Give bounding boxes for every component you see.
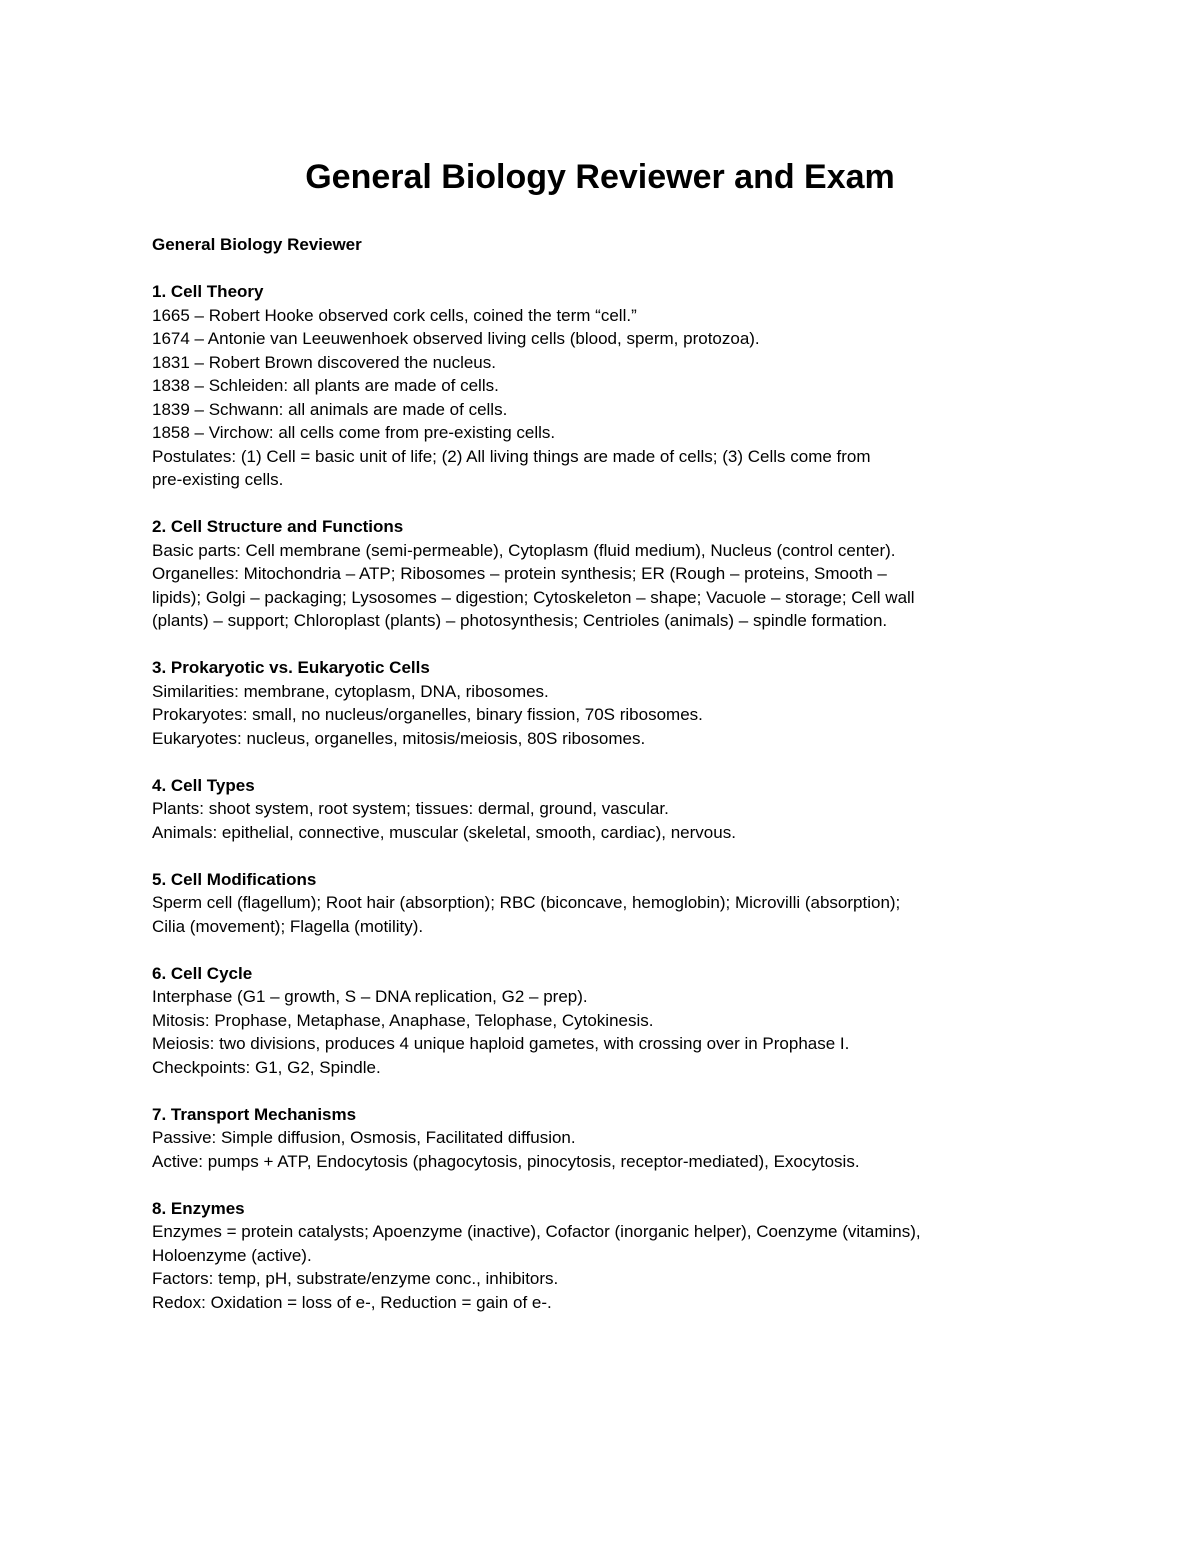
section-heading: 4. Cell Types bbox=[152, 775, 255, 795]
section-heading: 7. Transport Mechanisms bbox=[152, 1104, 357, 1124]
section-line: 1674 – Antonie van Leeuwenhoek observed living cells (blood, sperm, protozoa). bbox=[152, 329, 760, 348]
section-line: (plants) – support; Chloroplast (plants) – photosynthesis; Centrioles (animals) – spindle formation. bbox=[152, 611, 888, 630]
section-line: Factors: temp, pH, substrate/enzyme conc., inhibitors. bbox=[152, 1269, 559, 1288]
section-line: Mitosis: Prophase, Metaphase, Anaphase, Telophase, Cytokinesis. bbox=[152, 1010, 654, 1030]
section-cell-structure bbox=[152, 515, 1052, 633]
section-heading: 3. Prokaryotic vs. Eukaryotic Cells bbox=[152, 658, 430, 677]
section-line: Postulates: (1) Cell = basic unit of life; (2) All living things are made of cells; (3) Cells come from bbox=[152, 446, 871, 466]
section-line: Enzymes = protein catalysts; Apoenzyme (inactive), Cofactor (inorganic helper), Coenzyme (vitamins), bbox=[152, 1222, 921, 1241]
document-subtitle: General Biology Reviewer bbox=[152, 235, 362, 254]
section-line: Eukaryotes: nucleus, organelles, mitosis/meiosis, 80S ribosomes. bbox=[152, 728, 646, 748]
section-heading: 5. Cell Modifications bbox=[152, 869, 317, 889]
section-line: 1831 – Robert Brown discovered the nucleus. bbox=[152, 352, 496, 372]
section-line: Interphase (G1 – growth, S – DNA replication, G2 – prep). bbox=[152, 987, 588, 1006]
section-line: Sperm cell (flagellum); Root hair (absorption); RBC (biconcave, hemoglobin); Microvilli (absorption); bbox=[152, 893, 901, 912]
document-title: General Biology Reviewer and Exam bbox=[305, 158, 895, 196]
section-heading: 6. Cell Cycle bbox=[152, 963, 253, 983]
section-line: Similarities: membrane, cytoplasm, DNA, ribosomes. bbox=[152, 681, 549, 701]
section-line: Redox: Oxidation = loss of e-, Reduction = gain of e-. bbox=[152, 1292, 552, 1312]
section-heading: 2. Cell Structure and Functions bbox=[152, 517, 404, 536]
section-line: Cilia (movement); Flagella (motility). bbox=[152, 916, 424, 936]
section-line: Meiosis: two divisions, produces 4 unique haploid gametes, with crossing over in Prophase I. bbox=[152, 1034, 850, 1053]
section-line: Basic parts: Cell membrane (semi-permeable), Cytoplasm (fluid medium), Nucleus (control center). bbox=[152, 540, 896, 560]
document-body bbox=[152, 233, 1052, 1338]
section-line: 1838 – Schleiden: all plants are made of cells. bbox=[152, 376, 499, 395]
section-line: Passive: Simple diffusion, Osmosis, Facilitated diffusion. bbox=[152, 1128, 576, 1147]
section-cell-theory bbox=[152, 280, 1052, 492]
section-cell-cycle bbox=[152, 962, 1052, 1080]
section-line: 1858 – Virchow: all cells come from pre-existing cells. bbox=[152, 423, 556, 442]
section-cell-modifications bbox=[152, 868, 1052, 939]
section-heading: 1. Cell Theory bbox=[152, 282, 264, 301]
section-line: Active: pumps + ATP, Endocytosis (phagocytosis, pinocytosis, receptor-mediated), Exocytosis. bbox=[152, 1151, 860, 1171]
section-line: Holoenzyme (active). bbox=[152, 1245, 312, 1265]
section-line: Plants: shoot system, root system; tissues: dermal, ground, vascular. bbox=[152, 799, 669, 818]
section-line: Checkpoints: G1, G2, Spindle. bbox=[152, 1057, 381, 1077]
section-line: Animals: epithelial, connective, muscular (skeletal, smooth, cardiac), nervous. bbox=[152, 822, 736, 842]
section-line: pre-existing cells. bbox=[152, 470, 284, 489]
section-enzymes bbox=[152, 1197, 1052, 1315]
section-line: 1665 – Robert Hooke observed cork cells, coined the term “cell.” bbox=[152, 305, 637, 325]
section-line: Prokaryotes: small, no nucleus/organelles, binary fission, 70S ribosomes. bbox=[152, 705, 703, 724]
section-prokaryotic-eukaryotic bbox=[152, 656, 1052, 750]
section-line: lipids); Golgi – packaging; Lysosomes – digestion; Cytoskeleton – shape; Vacuole – storage; Cell wall bbox=[152, 587, 915, 607]
section-transport-mechanisms bbox=[152, 1103, 1052, 1174]
section-line: 1839 – Schwann: all animals are made of cells. bbox=[152, 399, 508, 419]
section-line: Organelles: Mitochondria – ATP; Ribosomes – protein synthesis; ER (Rough – proteins, Smooth – bbox=[152, 564, 887, 583]
section-heading: 8. Enzymes bbox=[152, 1198, 245, 1218]
section-cell-types bbox=[152, 774, 1052, 845]
